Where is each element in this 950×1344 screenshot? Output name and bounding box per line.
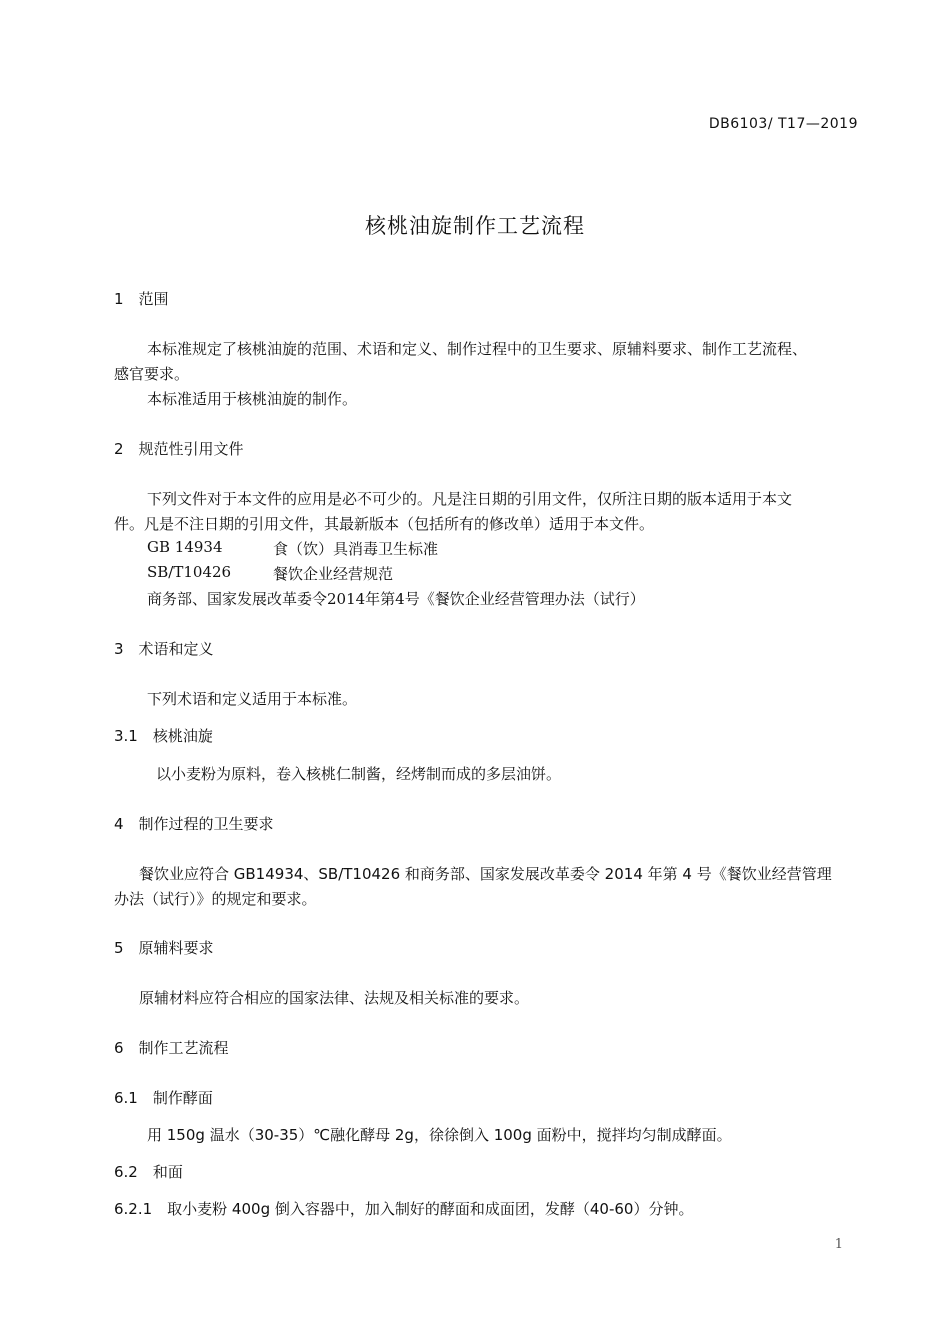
section-6-heading: 6 制作工艺流程 [114, 1039, 229, 1057]
reference-regulation: 商务部、国家发展改革委令2014年第4号《餐饮企业经营管理办法（试行） [147, 590, 645, 608]
section-3-heading: 3 术语和定义 [114, 640, 214, 658]
section-4-heading: 4 制作过程的卫生要求 [114, 815, 274, 833]
reference-name: 餐饮企业经营规范 [273, 565, 394, 583]
section-3-1-heading: 3.1 核桃油旋 [114, 727, 213, 745]
section-4-paragraph-line-1: 餐饮业应符合 GB14934、SB/T10426 和商务部、国家发展改革委令 2014 年第 4 号《餐饮业经营管理 [139, 865, 832, 883]
section-3-paragraph: 下列术语和定义适用于本标准。 [147, 690, 358, 708]
section-6-2-1-paragraph: 6.2.1 取小麦粉 400g 倒入容器中，加入制好的酵面和成面团，发酵（40-60）分钟。 [114, 1200, 694, 1218]
section-2-heading: 2 规范性引用文件 [114, 440, 244, 458]
section-1-paragraph-line-1: 本标准规定了核桃油旋的范围、术语和定义、制作过程中的卫生要求、原辅料要求、制作工艺流程、 [147, 340, 808, 358]
section-6-1-paragraph: 用 150g 温水（30-35）℃融化酵母 2g，徐徐倒入 100g 面粉中，搅拌均匀制成酵面。 [147, 1126, 732, 1144]
section-1-scope-statement: 本标准适用于核桃油旋的制作。 [147, 390, 358, 408]
section-6-2-heading: 6.2 和面 [114, 1163, 183, 1181]
section-2-paragraph-line-1: 下列文件对于本文件的应用是必不可少的。凡是注日期的引用文件，仅所注日期的版本适用于本文 [147, 490, 793, 508]
page-number: 1 [834, 1237, 843, 1252]
section-4-paragraph-line-2: 办法（试行）》的规定和要求。 [114, 890, 317, 908]
section-5-heading: 5 原辅料要求 [114, 939, 214, 957]
reference-code: GB 14934 [147, 538, 223, 556]
section-1-heading: 1 范围 [114, 290, 169, 308]
section-3-1-definition: 以小麦粉为原料，卷入核桃仁制酱，经烤制而成的多层油饼。 [156, 765, 562, 783]
document-number: DB6103/ T17—2019 [708, 116, 858, 132]
section-6-1-heading: 6.1 制作酵面 [114, 1089, 213, 1107]
section-5-paragraph: 原辅材料应符合相应的国家法律、法规及相关标准的要求。 [139, 989, 530, 1007]
section-2-paragraph-line-2: 件。凡是不注日期的引用文件，其最新版本（包括所有的修改单）适用于本文件。 [114, 515, 655, 533]
reference-code: SB/T10426 [147, 563, 232, 581]
reference-name: 食（饮）具消毒卫生标准 [273, 540, 439, 558]
section-1-paragraph-line-2: 感官要求。 [114, 365, 190, 383]
page-title: 核桃油旋制作工艺流程 [365, 214, 585, 238]
